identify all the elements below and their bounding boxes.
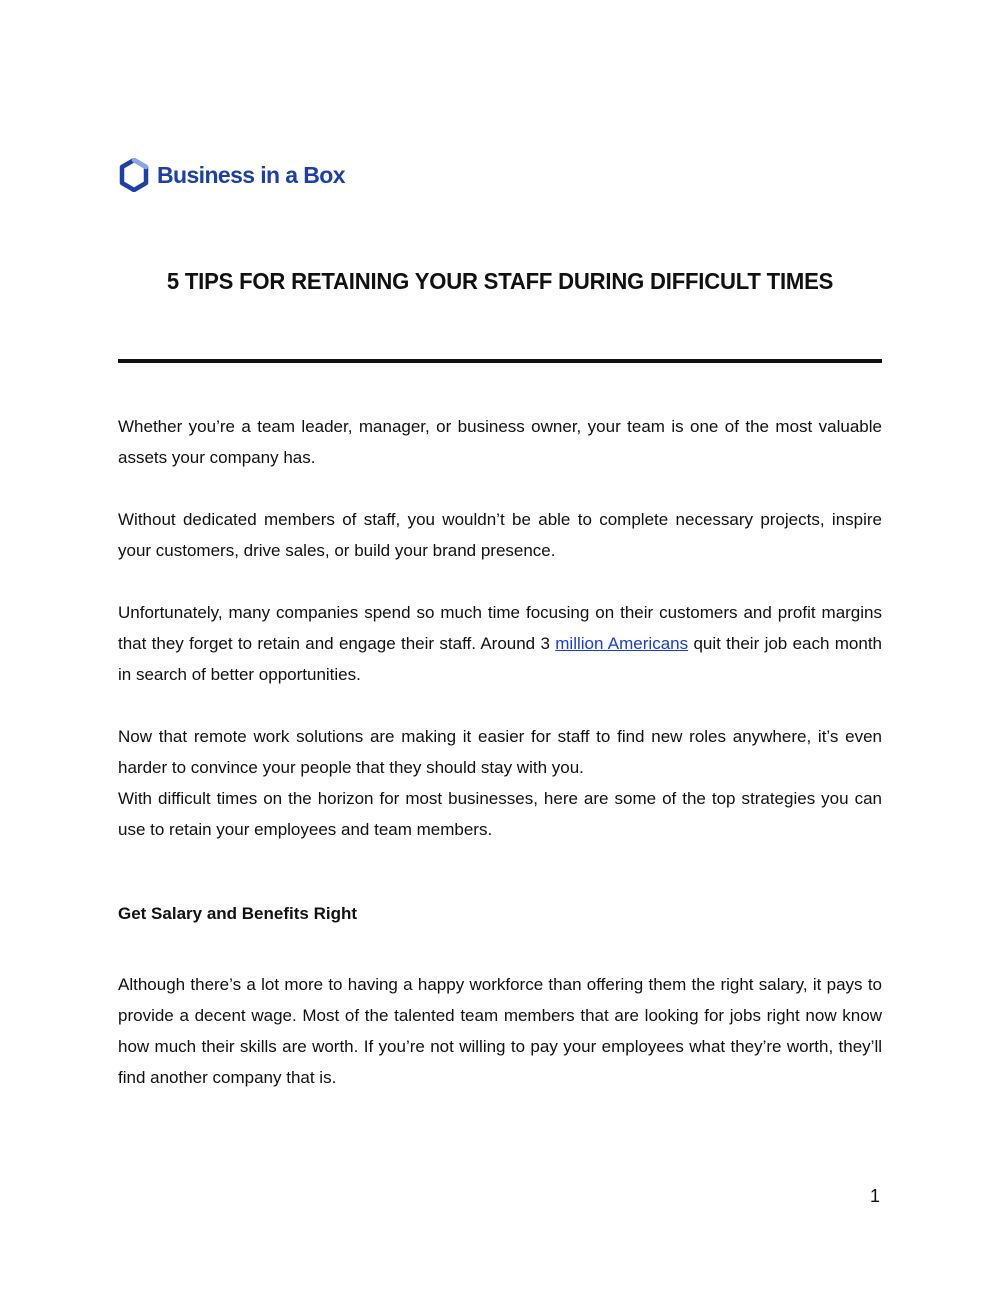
- brand-name: Business in a Box: [157, 161, 345, 188]
- paragraph-staff: Without dedicated members of staff, you wouldn’t be able to complete necessary projects, inspire your customers, drive sales, or build your brand presence.: [118, 510, 882, 560]
- paragraph-intro: Whether you’re a team leader, manager, or business owner, your team is one of the most valuable assets your company has.: [118, 417, 882, 467]
- title-divider: [118, 359, 882, 363]
- million-americans-link[interactable]: million Americans: [555, 634, 689, 653]
- paragraph-salary: Although there’s a lot more to having a happy workforce than offering them the right salary, it pays to provide a decent wage. Most of the talented team members that are looking for jobs right now know how much their skills are worth. If you’re not willing to pay your employees what they’re worth, they’ll find another company that is.: [118, 975, 882, 1087]
- section-heading-salary: Get Salary and Benefits Right: [118, 904, 357, 923]
- hexagon-logo-icon: [119, 158, 149, 192]
- paragraph-retention: [118, 597, 882, 690]
- brand-logo: [119, 157, 345, 193]
- paragraph-retention-text-2: quit their job each month in search of better opportunities.: [118, 634, 883, 684]
- page-number: 1: [870, 1186, 881, 1206]
- paragraph-remote-work: Now that remote work solutions are making it easier for staff to find new roles anywhere, it’s even harder to convince your people that they should stay with you.: [118, 727, 882, 777]
- document-title: 5 TIPS FOR RETAINING YOUR STAFF DURING DIFFICULT TIMES: [166, 268, 834, 294]
- paragraph-retention-text-1: Unfortunately, many companies spend so much time focusing on their customers and profit margins that they forget to retain and engage their staff. Around 3: [118, 603, 882, 653]
- paragraph-strategies: With difficult times on the horizon for most businesses, here are some of the top strategies you can use to retain your employees and team members.: [118, 789, 882, 839]
